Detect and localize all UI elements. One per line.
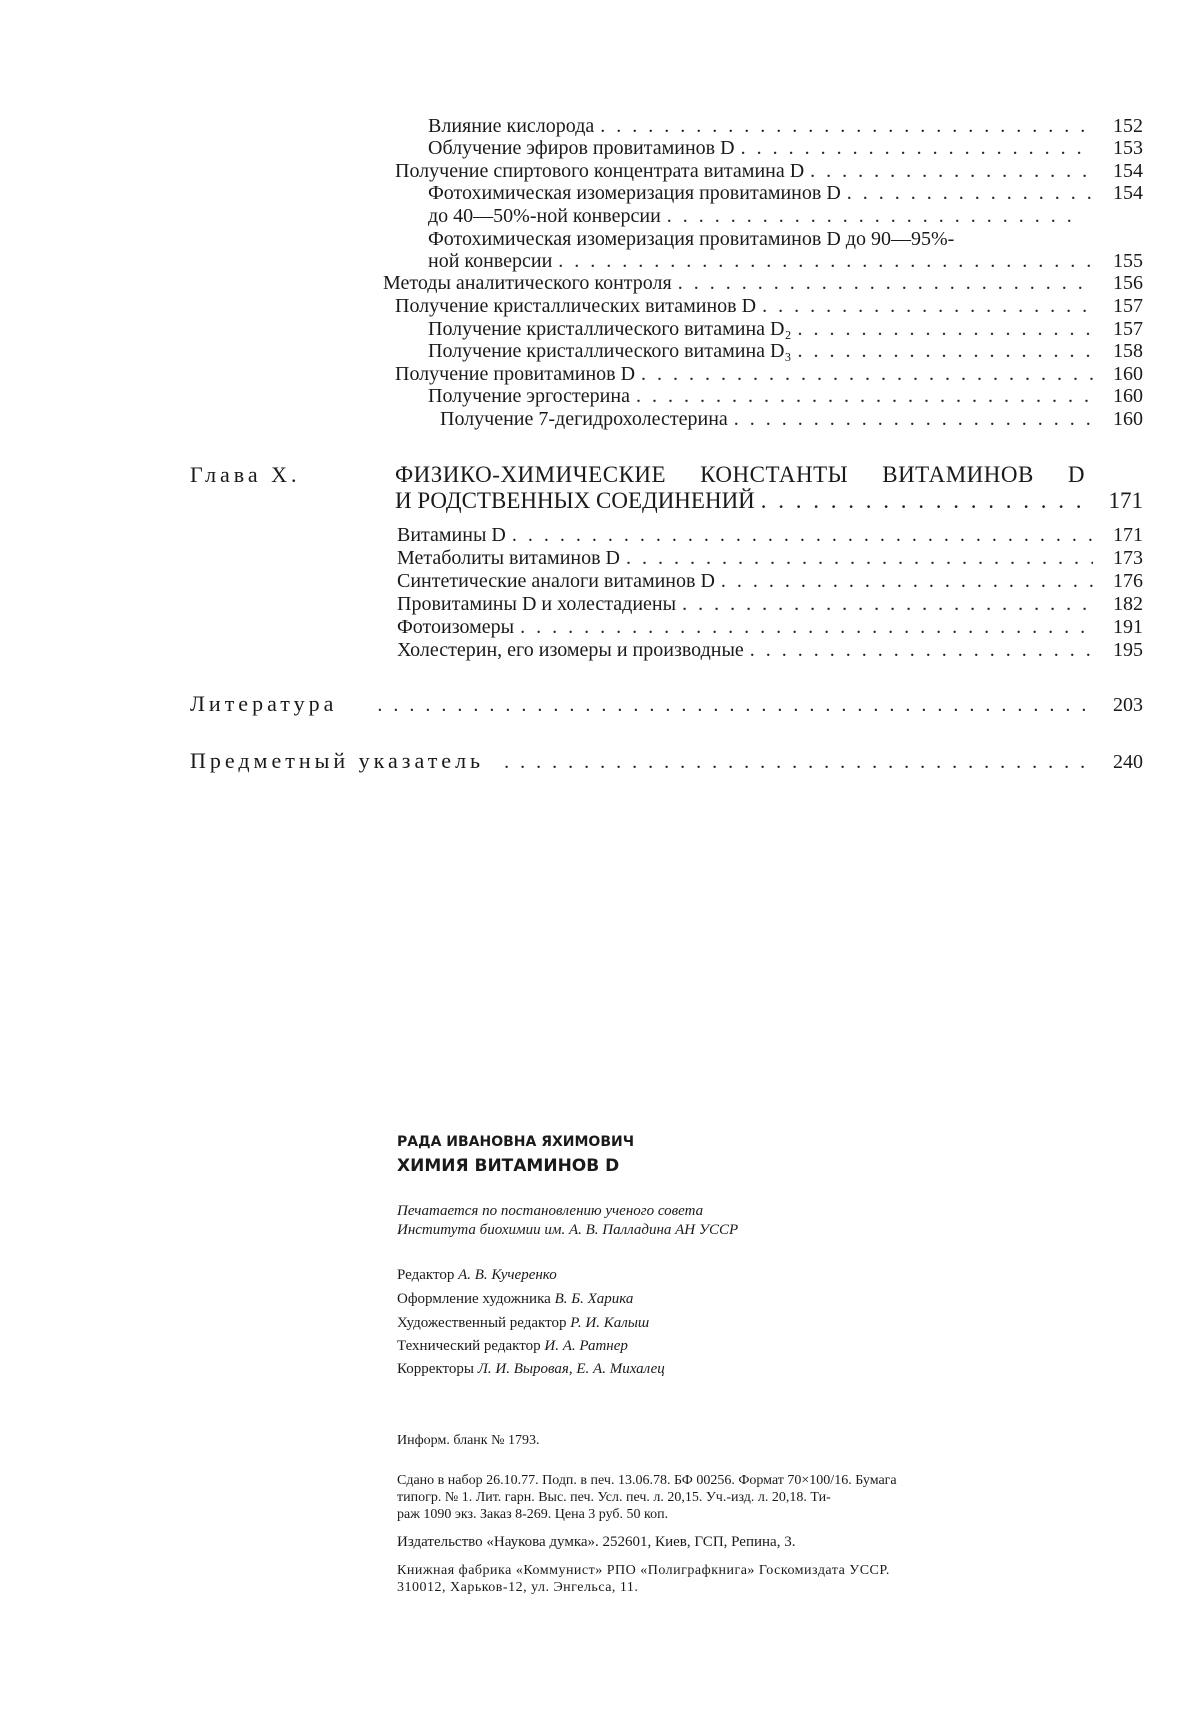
imprint-factory-line: 310012, Харьков-12, ул. Энгельса, 11.: [397, 1580, 639, 1595]
chapter-section: Витамины D . . . 171: [397, 524, 1143, 546]
toc-entry: Получение 7-дегидрохолестерина . . . 160: [440, 408, 1143, 430]
imprint-inform: Информ. бланк № 1793.: [397, 1433, 540, 1448]
toc-entry-line: Фотохимическая изомеризация провитаминов D до 90—95%-: [428, 228, 955, 250]
toc-entry: Методы аналитического контроля . . . 156: [383, 272, 1143, 294]
imprint-print-line: типогр. № 1. Лит. гарн. Выс. печ. Усл. печ. л. 20,15. Уч.-изд. л. 20,18. Ти-: [397, 1490, 831, 1505]
imprint-credit: Художественный редактор Р. И. Калыш: [397, 1315, 650, 1331]
toc-index: Предметный указатель . . . 240: [190, 750, 1143, 773]
toc-entry: Получение кристаллических витаминов D . . . 157: [395, 295, 1143, 317]
toc-entry: Получение спиртового концентрата витамина D . . . 154: [395, 160, 1143, 182]
toc-entry: Получение кристаллического витамина D₃ . . . 158: [428, 340, 1143, 362]
toc-entry: Влияние кислорода . . . 152: [428, 115, 1143, 137]
chapter-section: Синтетические аналоги витаминов D . . . 176: [397, 570, 1143, 592]
imprint-credit: Корректоры Л. И. Выровая, Е. А. Михалец: [397, 1361, 665, 1377]
toc-entry: Получение эргостерина . . . 160: [428, 385, 1143, 407]
toc-entry: до 40—50%-ной конверсии . . .: [428, 205, 1088, 227]
imprint-factory-line: Книжная фабрика «Коммунист» РПО «Полиграфкнига» Госкомиздата УССР.: [397, 1563, 890, 1578]
imprint-approval-line2: Института биохимии им. А. В. Палладина АН УССР: [397, 1222, 739, 1238]
chapter-section: Метаболиты витаминов D . . . 173: [397, 547, 1143, 569]
toc-entry: Получение кристаллического витамина D₂ . . . 157: [428, 318, 1143, 340]
chapter-section: Холестерин, его изомеры и производные . . . 195: [397, 639, 1143, 661]
chapter-title-line2: И РОДСТВЕННЫХ СОЕДИНЕНИЙ . . . 171: [395, 490, 1143, 512]
imprint-credit: Технический редактор И. А. Ратнер: [397, 1338, 628, 1354]
imprint-print-line: раж 1090 экз. Заказ 8-269. Цена 3 руб. 50 коп.: [397, 1507, 669, 1522]
chapter-section: Провитамины D и холестадиены . . . 182: [397, 593, 1143, 615]
chapter-title-line1: ФИЗИКО-ХИМИЧЕСКИЕ КОНСТАНТЫ ВИТАМИНОВ D: [395, 462, 1085, 487]
toc-entry: Получение провитаминов D . . . 160: [395, 363, 1143, 385]
toc-entry: Облучение эфиров провитаминов D . . . 153: [428, 137, 1143, 159]
toc-entry: ной конверсии . . . 155: [428, 250, 1143, 272]
imprint-print-line: Сдано в набор 26.10.77. Подп. в печ. 13.06.78. БФ 00256. Формат 70×100/16. Бумага: [397, 1473, 897, 1488]
imprint-credit: Редактор А. В. Кучеренко: [397, 1267, 557, 1283]
chapter-section: Фотоизомеры . . . 191: [397, 616, 1143, 638]
chapter-label: Глава X.: [190, 462, 301, 487]
imprint-credit: Оформление художника В. Б. Харика: [397, 1291, 634, 1307]
imprint-publisher: Издательство «Наукова думка». 252601, Киев, ГСП, Репина, 3.: [397, 1534, 796, 1550]
imprint-title: ХИМИЯ ВИТАМИНОВ D: [397, 1156, 620, 1176]
imprint-approval-line1: Печатается по постановлению ученого совета: [397, 1203, 704, 1219]
imprint-author: РАДА ИВАНОВНА ЯХИМОВИЧ: [397, 1134, 635, 1150]
toc-literature: Литература . . . 203: [190, 693, 1143, 716]
toc-entry: Фотохимическая изомеризация провитаминов D . . . 154: [428, 182, 1143, 204]
